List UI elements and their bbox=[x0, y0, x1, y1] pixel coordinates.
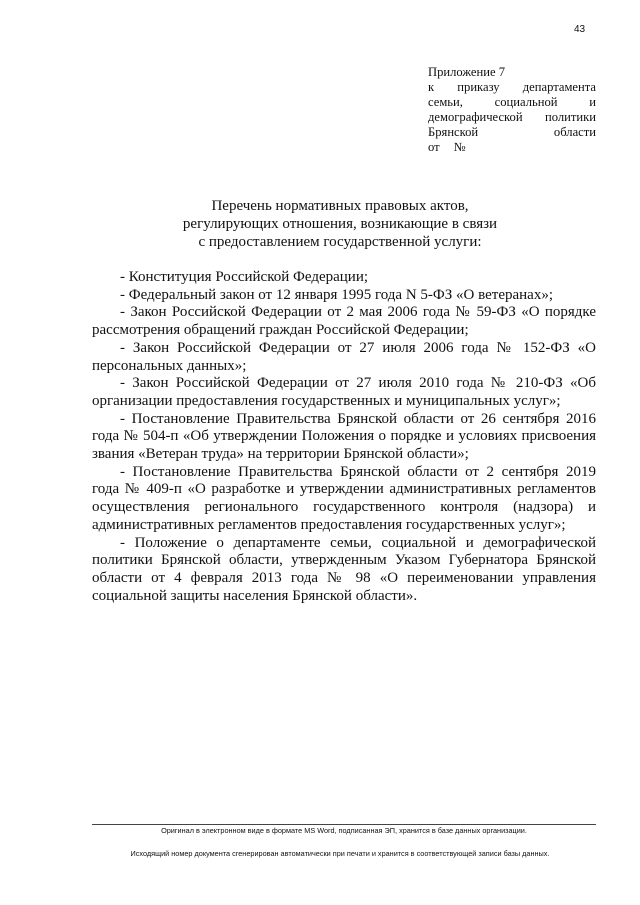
appendix-number-label: № bbox=[453, 140, 466, 154]
list-item: - Постановление Правительства Брянской области от 26 сентября 2016 года № 504-п «Об утверждении Положения о порядке и условиях присвоения звания «Ветеран труда» на территории Брянской области»; bbox=[92, 410, 596, 463]
appendix-from-label: от bbox=[428, 140, 440, 154]
footer-note-number: Исходящий номер документа сгенерирован автоматически при печати и хранится в соответствующей записи базы данных. bbox=[130, 849, 550, 858]
list-item: - Закон Российской Федерации от 27 июля 2010 года № 210-ФЗ «Об организации предоставления государственных и муниципальных услуг»; bbox=[92, 375, 596, 409]
appendix-date-number bbox=[428, 140, 596, 155]
list-item: - Закон Российской Федерации от 2 мая 2006 года № 59-ФЗ «О порядке рассмотрения обращений граждан Российской Федерации; bbox=[92, 304, 596, 339]
appendix-line: демографической политики bbox=[428, 110, 596, 124]
document-title-line: Перечень нормативных правовых актов, bbox=[211, 198, 469, 214]
appendix-line: семьи, социальной и bbox=[428, 95, 596, 109]
list-item: - Положение о департаменте семьи, социальной и демографической политики Брянской области, утвержденным Указом Губернатора Брянской области от 4 февраля 2013 года № 98 «О переименовании управления социальной защиты населения Брянской области». bbox=[92, 534, 596, 604]
document-title bbox=[140, 197, 540, 251]
document-title-line: регулирующих отношения, возникающие в связи bbox=[182, 216, 498, 232]
appendix-title: Приложение 7 bbox=[428, 65, 506, 79]
list-item: - Федеральный закон от 12 января 1995 года N 5-ФЗ «О ветеранах»; bbox=[120, 286, 553, 303]
list-item: - Конституция Российской Федерации; bbox=[120, 269, 369, 285]
list-item: - Закон Российской Федерации от 27 июля 2006 года № 152-ФЗ «О персональных данных»; bbox=[92, 339, 596, 374]
footer-note-original: Оригинал в электронном виде в формате MS Word, подписанная ЭП, хранится в базе данных организации. bbox=[161, 826, 527, 835]
legal-acts-list bbox=[92, 269, 596, 605]
page-number: 43 bbox=[574, 24, 586, 35]
list-item: - Постановление Правительства Брянской области от 2 сентября 2019 года № 409-п «О разработке и утверждении административных регламентов осуществления регионального государственного контроля (надзора) и административных регламентов предоставления государственных услуг»; bbox=[92, 463, 596, 533]
appendix-block bbox=[428, 65, 596, 155]
appendix-line: к приказу департамента bbox=[428, 80, 596, 94]
appendix-line: Брянской области bbox=[428, 125, 596, 139]
document-title-line: с предоставлением государственной услуги: bbox=[198, 234, 482, 250]
